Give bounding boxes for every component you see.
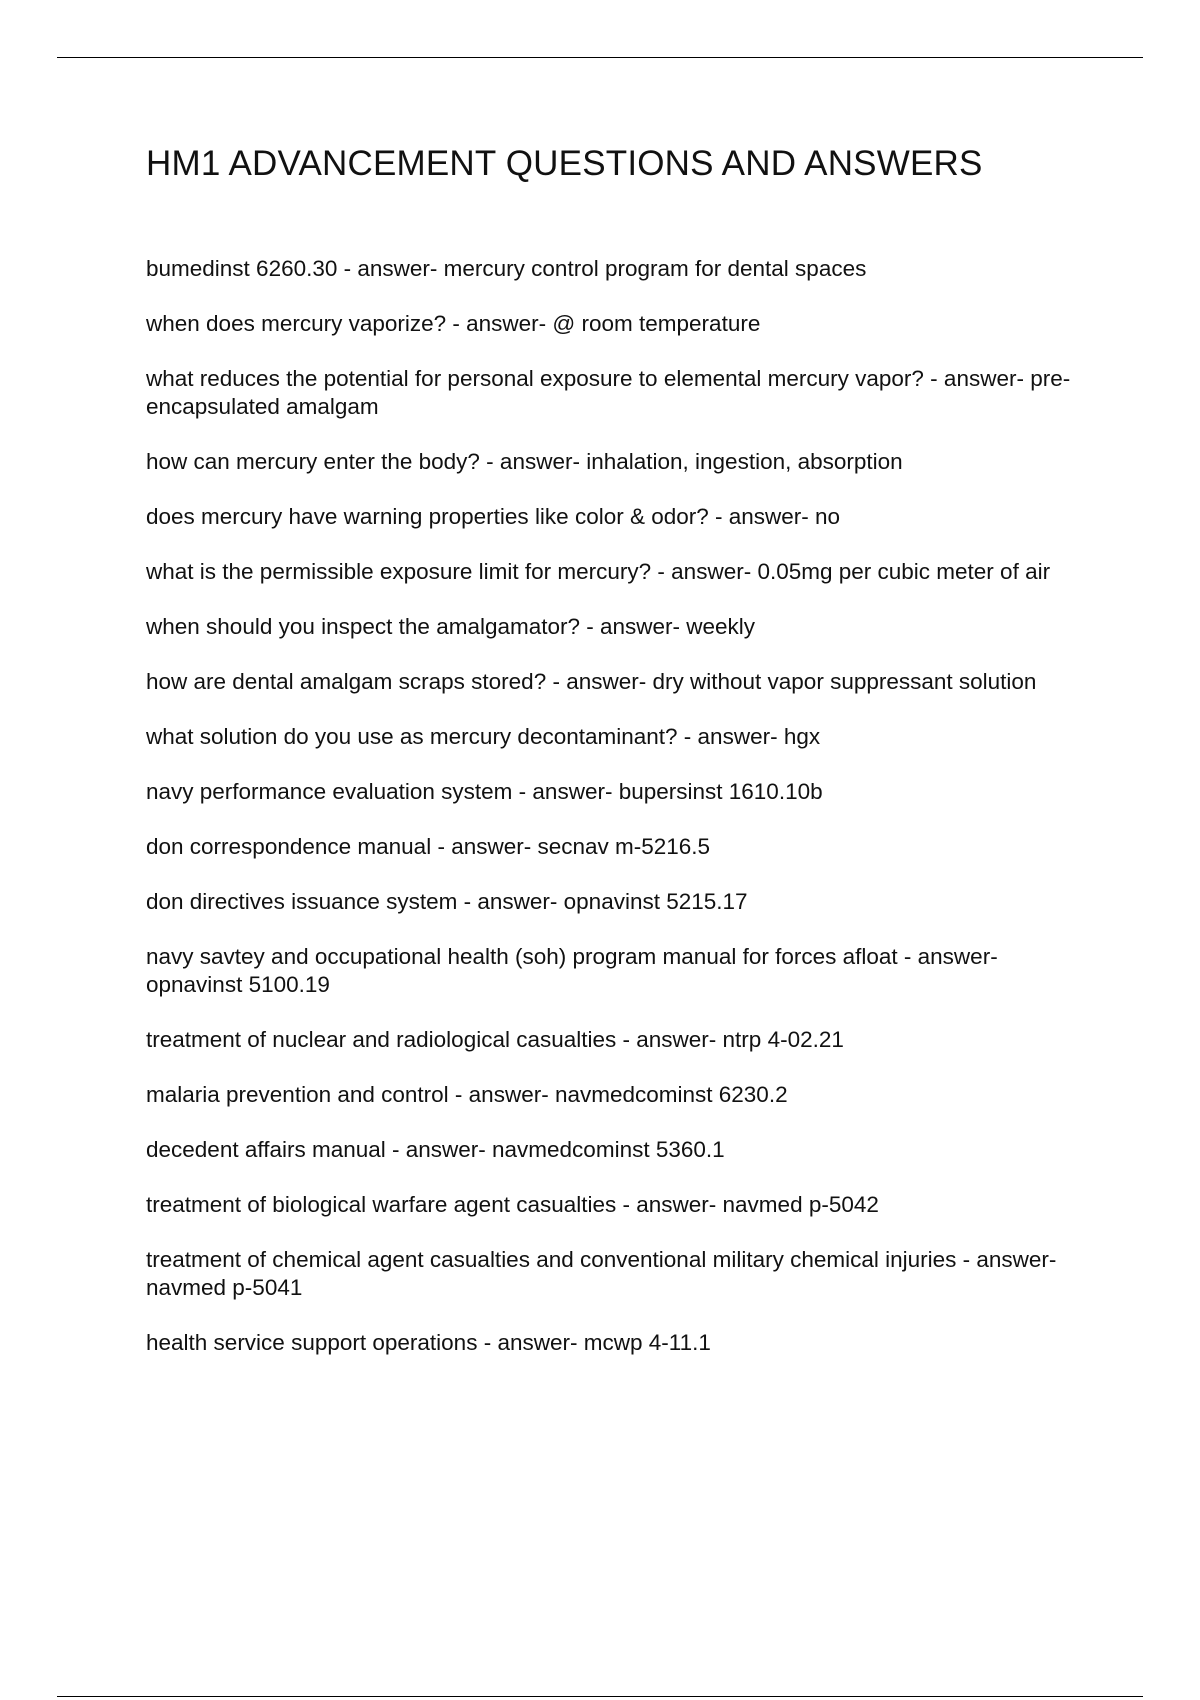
qa-item: malaria prevention and control - answer- navmedcominst 6230.2 (146, 1082, 788, 1107)
qa-item: decedent affairs manual - answer- navmedcominst 5360.1 (146, 1137, 725, 1162)
qa-item: treatment of chemical agent casualties and conventional military chemical injuries - answer- navmed p-5041 (146, 1247, 1057, 1300)
qa-item: navy performance evaluation system - answer- bupersinst 1610.10b (146, 779, 823, 804)
qa-item: don directives issuance system - answer- opnavinst 5215.17 (146, 889, 748, 914)
top-divider (57, 57, 1143, 58)
bottom-divider (57, 1696, 1143, 1697)
qa-item: what is the permissible exposure limit for mercury? - answer- 0.05mg per cubic meter of air (146, 559, 1051, 584)
qa-item: health service support operations - answer- mcwp 4-11.1 (146, 1330, 711, 1355)
qa-item: treatment of nuclear and radiological casualties - answer- ntrp 4-02.21 (146, 1027, 844, 1052)
qa-item: don correspondence manual - answer- secnav m-5216.5 (146, 834, 711, 859)
qa-item: does mercury have warning properties like color & odor? - answer- no (146, 504, 841, 529)
qa-item: what reduces the potential for personal exposure to elemental mercury vapor? - answer- pre-encapsulated amalgam (146, 366, 1071, 419)
qa-item: when does mercury vaporize? - answer- @ room temperature (146, 311, 761, 336)
qa-item: what solution do you use as mercury decontaminant? - answer- hgx (146, 724, 821, 749)
qa-list (146, 255, 1096, 1384)
qa-item: how are dental amalgam scraps stored? - answer- dry without vapor suppressant solution (146, 669, 1037, 694)
qa-item: navy savtey and occupational health (soh) program manual for forces afloat - answer- opnavinst 5100.19 (146, 944, 998, 997)
qa-item: treatment of biological warfare agent casualties - answer- navmed p-5042 (146, 1192, 879, 1217)
qa-item: bumedinst 6260.30 - answer- mercury control program for dental spaces (146, 256, 867, 281)
qa-item: when should you inspect the amalgamator? - answer- weekly (146, 614, 756, 639)
qa-item: how can mercury enter the body? - answer- inhalation, ingestion, absorption (146, 449, 903, 474)
page-title: HM1 ADVANCEMENT QUESTIONS AND ANSWERS (146, 144, 983, 183)
